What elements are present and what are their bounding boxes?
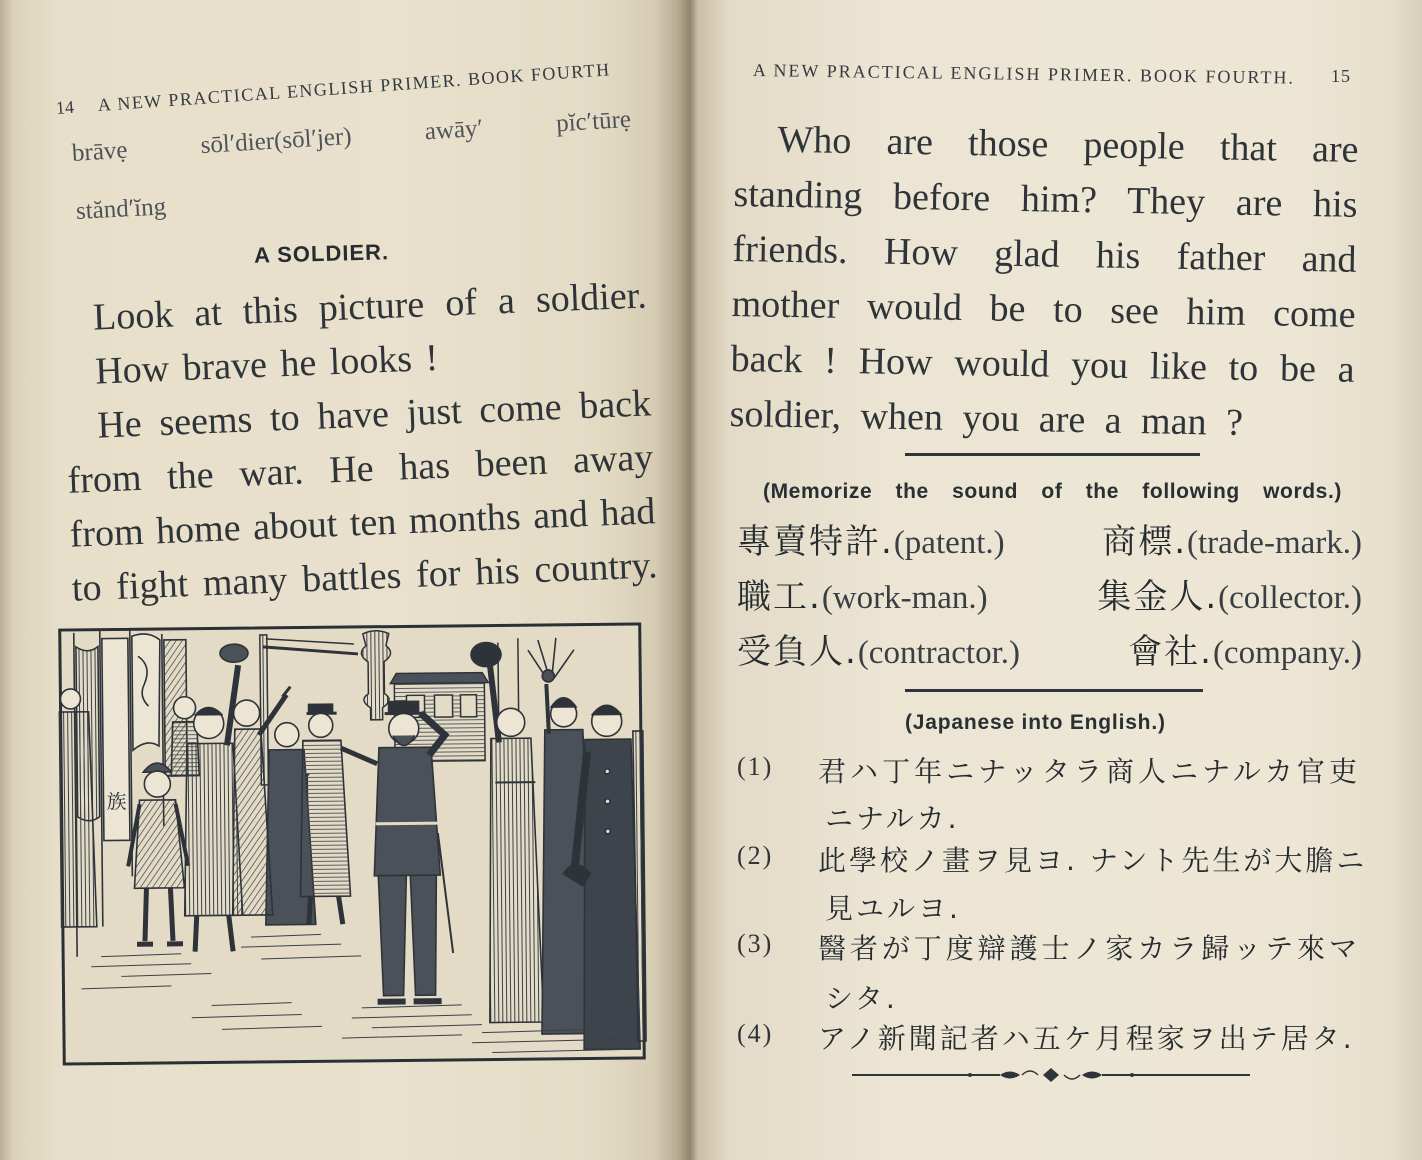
vocab-row bbox=[737, 569, 1362, 619]
vocab-kanji: 職工. bbox=[737, 577, 822, 617]
text-line: He seems to have just come back bbox=[96, 382, 652, 447]
text-line: Who are those people that are bbox=[777, 118, 1359, 171]
pronunciation-line: brāvẹ sōl′dier(sōl′jer) awāy′ pĭc′tūrẹ bbox=[71, 105, 632, 167]
vocab-english: (collector.) bbox=[1218, 580, 1362, 616]
vocab-kanji: 專賣特許. bbox=[737, 522, 894, 562]
flag-text: 族 bbox=[106, 789, 127, 814]
exercise-line: アノ新聞記者ハ五ケ月程家ヲ出テ居タ. bbox=[818, 1022, 1355, 1055]
exercise-line: ニナルカ. bbox=[825, 802, 960, 835]
vocab-item bbox=[737, 514, 1005, 563]
exercise-line: 此學校ノ畫ヲ見ヨ. ナント先生が大膽ニ bbox=[818, 844, 1368, 877]
lesson-text-right bbox=[729, 112, 1359, 453]
pronunciation-line-2: stănd′ĭng bbox=[75, 193, 167, 225]
text-line: soldier, when you are a man ? bbox=[729, 392, 1244, 444]
text-line: back ! How would you like to be a bbox=[730, 337, 1355, 391]
exercise-number: (2) bbox=[737, 841, 774, 870]
text-line: How brave he looks ! bbox=[94, 336, 439, 393]
text-line: Look at this picture of a soldier. bbox=[92, 274, 648, 339]
vocab-kanji: 集金人. bbox=[1097, 577, 1219, 617]
vocab-item bbox=[737, 624, 1020, 673]
soldier-illustration bbox=[58, 621, 649, 1069]
vocab-english: (work-man.) bbox=[821, 580, 988, 616]
exercise-line: シタ. bbox=[825, 982, 898, 1015]
vocab-row bbox=[737, 514, 1362, 564]
vocab-kanji: 會社. bbox=[1128, 632, 1213, 672]
lesson-title: A SOLDIER. bbox=[253, 239, 390, 268]
vocab-item bbox=[1128, 624, 1362, 673]
text-line: standing before him? They are his bbox=[733, 172, 1358, 226]
text-line: from home about ten months and had bbox=[68, 490, 657, 556]
vocab-kanji: 受負人. bbox=[737, 632, 858, 672]
text-line: from the war. He has been away bbox=[66, 436, 654, 502]
exercise-number: (1) bbox=[737, 752, 774, 781]
vocab-row bbox=[737, 624, 1362, 674]
vocab-heading: (Memorize the sound of the following words.) bbox=[763, 480, 1342, 503]
exercise-number: (4) bbox=[737, 1019, 774, 1048]
running-head-title-left: A NEW PRACTICAL ENGLISH PRIMER. BOOK FOURTH bbox=[97, 59, 612, 116]
vocab-item bbox=[1097, 569, 1362, 618]
running-head-right: A NEW PRACTICAL ENGLISH PRIMER. BOOK FOURTH. bbox=[752, 60, 1296, 88]
page-number-left: 14 bbox=[55, 96, 75, 118]
exercise-heading: (Japanese into English.) bbox=[905, 711, 1166, 734]
vocab-kanji: 商標. bbox=[1102, 522, 1188, 562]
exercise-line: 見ユルヨ. bbox=[825, 892, 961, 925]
vocab-english: (contractor.) bbox=[857, 635, 1020, 671]
text-line: mother would be to see him come bbox=[731, 282, 1356, 336]
divider-rule bbox=[905, 689, 1203, 692]
text-line: friends. How glad his father and bbox=[732, 227, 1357, 281]
ornament-rule bbox=[850, 1064, 1252, 1086]
divider-rule bbox=[905, 453, 1200, 456]
exercise-line: 醫者が丁度辯護士ノ家カラ歸ッテ來マ bbox=[818, 932, 1360, 965]
vocab-item bbox=[737, 569, 988, 618]
text-line: to fight many battles for his country. bbox=[71, 544, 659, 610]
lesson-text-left bbox=[60, 268, 659, 615]
vocab-english: (trade-mark.) bbox=[1187, 525, 1362, 561]
page-number-right: 15 bbox=[1331, 66, 1351, 86]
vocab-english: (patent.) bbox=[893, 525, 1005, 561]
vocab-item bbox=[1102, 514, 1362, 563]
exercise-line: 君ハ丁年ニナッタラ商人ニナルカ官吏 bbox=[818, 755, 1360, 788]
vocab-english: (company.) bbox=[1212, 635, 1362, 671]
exercise-number: (3) bbox=[737, 929, 774, 958]
